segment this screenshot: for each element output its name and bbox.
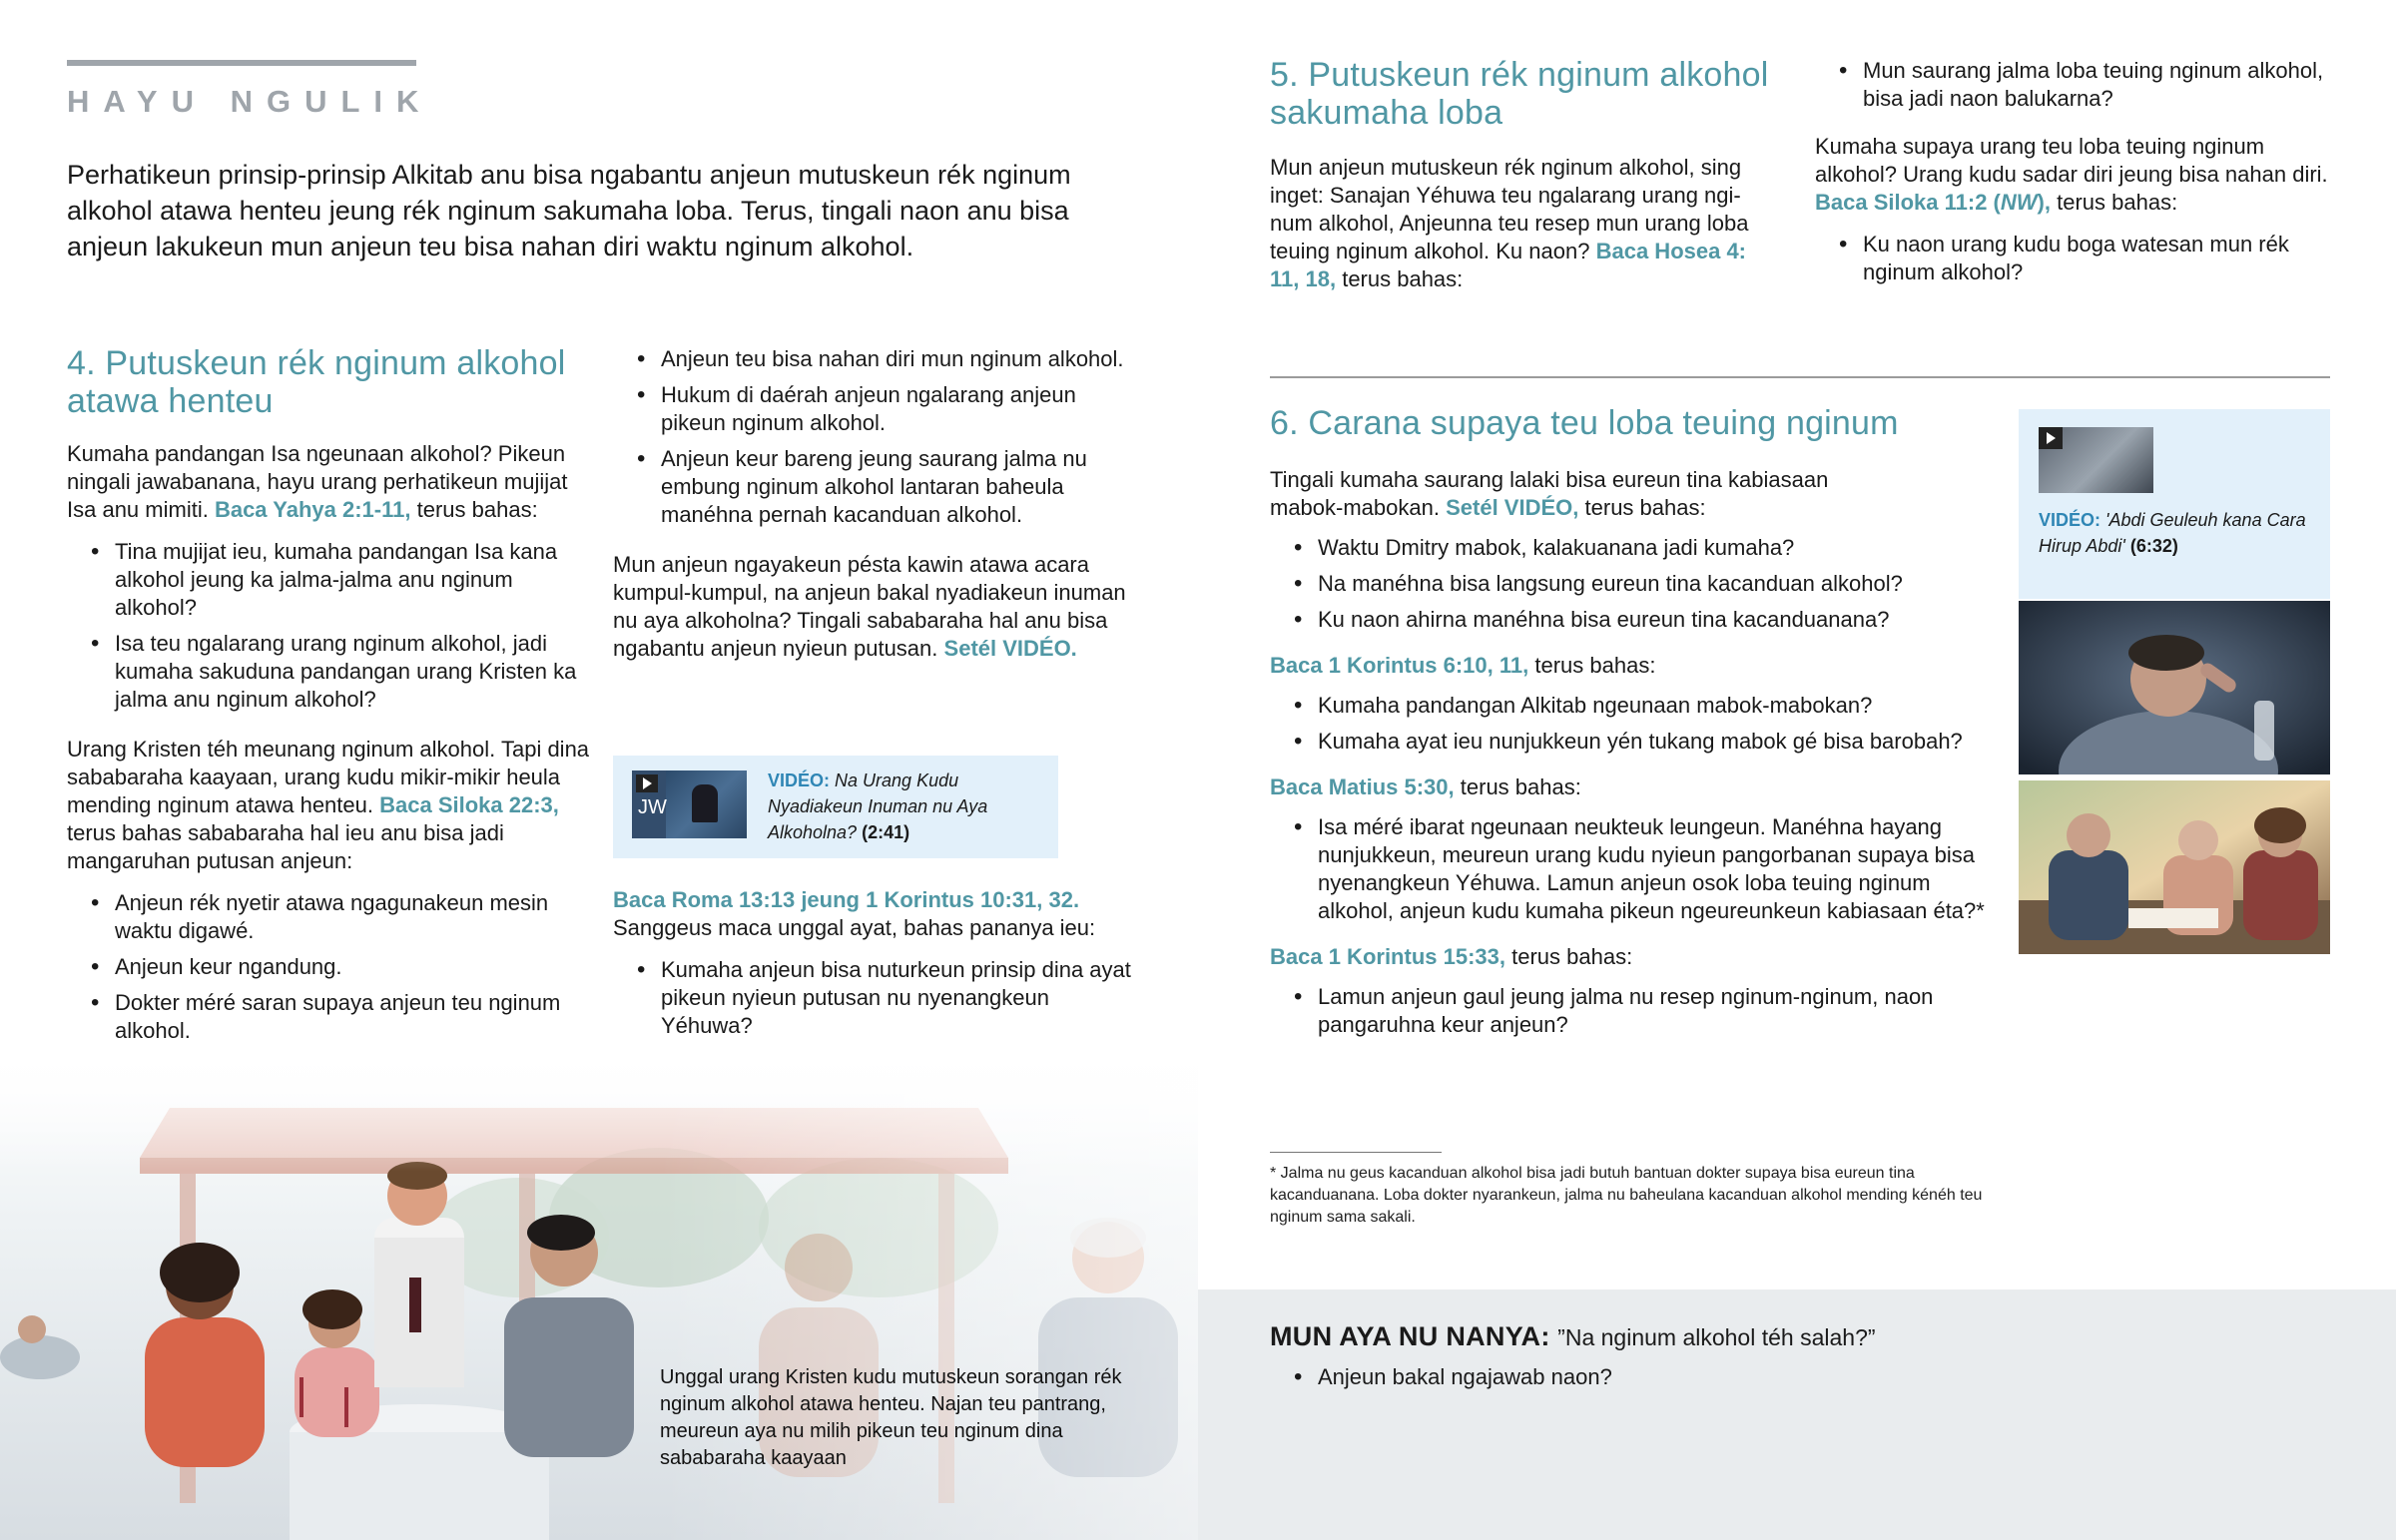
section-divider xyxy=(1270,376,2330,378)
video-duration: (6:32) xyxy=(2129,536,2178,556)
section-5-paragraph-2 xyxy=(1815,133,2334,217)
section-6-title: 6. Carana supaya teu loba teuing nginum xyxy=(1270,404,1899,442)
jw-logo: JW xyxy=(638,796,667,818)
list-item: • Dokter méré saran supaya anjeun teu nginum alkohol. xyxy=(67,989,596,1045)
section-4-considerations-cont xyxy=(613,345,1132,529)
s4-p2-tail: terus bahas sababaraha hal ieu anu bisa jadi mangaruhan putusan anjeun: xyxy=(67,820,504,873)
section-6-ref-2 xyxy=(1270,652,1989,680)
section-6-main xyxy=(1270,404,1989,1047)
s5-ref-a: Baca Siloka 11:2 ( xyxy=(1815,190,2001,215)
section-5-questions-2 xyxy=(1815,231,2334,286)
list-item: • Kumaha ayat ieu nunjukkeun yén tukang mabok gé bisa barobah? xyxy=(1270,728,1989,756)
section-6-questions-1 xyxy=(1270,534,1989,634)
scripture-link-matius[interactable]: Baca Matius 5:30, xyxy=(1270,774,1455,799)
section-4-column-left xyxy=(67,344,596,1053)
video-label xyxy=(2039,507,2318,559)
s6-p1-tail: terus bahas: xyxy=(1584,495,1706,520)
faq-question-text: ”Na nginum alkohol téh salah?” xyxy=(1557,1324,1876,1350)
kicker-bar xyxy=(67,60,416,66)
play-video-link[interactable]: Setél VIDÉO. xyxy=(943,636,1077,661)
scripture-link-siloka-11[interactable] xyxy=(1815,190,2051,215)
list-item: • Isa teu ngalarang urang nginum alkohol, jadi kumaha sakuduna pandangan urang Kristen ka jalma anu nginum alkohol? xyxy=(67,630,596,714)
section-5-questions-1 xyxy=(1815,57,2334,113)
photo-man-drinking-art xyxy=(2019,601,2330,774)
section-5-title-line2: sakumaha loba xyxy=(1270,94,1503,132)
section-5-column-right xyxy=(1815,57,2334,294)
section-6-paragraph-1 xyxy=(1270,466,1829,522)
list-item: • Hukum di daérah anjeun ngalarang anjeun pikeun nginum alkohol. xyxy=(613,381,1132,437)
s5-p2-text: Kumaha supaya urang teu loba teuing nginum alkohol? Urang kudu sadar diri jeung bisa nahan diri. xyxy=(1815,134,2328,187)
photo-family-study-art xyxy=(2019,780,2330,954)
scripture-link-roma[interactable]: Baca Roma 13:13 jeung 1 Korintus 10:31, 32. xyxy=(613,887,1080,912)
section-5-title xyxy=(1270,56,1809,132)
section-4-title xyxy=(67,344,596,420)
section-4-considerations xyxy=(67,889,596,1045)
section-4-column-right xyxy=(613,345,1132,663)
s4-p3-text: Mun anjeun ngayakeun pésta kawin atawa acara kumpul-kumpul, na anjeun bakal nyadiakeun inuman nu aya alkoholna? Tingali sababaraha hal anu bisa ngabantu anjeun nyieun putusan. xyxy=(613,552,1126,661)
list-item: • Tina mujijat ieu, kumaha pandangan Isa kana alkohol jeung ka jalma-jalma anu nginum alkohol? xyxy=(67,538,596,622)
list-item: • Ku naon urang kudu boga watesan mun rék nginum alkohol? xyxy=(1815,231,2334,286)
video-head: VIDÉO: xyxy=(768,770,831,790)
section-4-title-line2: atawa henteu xyxy=(67,382,274,420)
list-item: • Ku naon ahirna manéhna bisa eureun tina kacanduanana? xyxy=(1270,606,1989,634)
list-item: • Kumaha anjeun bisa nuturkeun prinsip dina ayat pikeun nyieun putusan nu nyenangkeun Yéhuwa? xyxy=(613,956,1132,1040)
scripture-link-1kor-6[interactable]: Baca 1 Korintus 6:10, 11, xyxy=(1270,653,1529,678)
scripture-link-1kor-15[interactable]: Baca 1 Korintus 15:33, xyxy=(1270,944,1505,969)
footnote-rule xyxy=(1270,1152,1442,1153)
section-4-paragraph-4 xyxy=(613,886,1132,942)
play-icon[interactable] xyxy=(636,774,658,792)
video-thumbnail[interactable] xyxy=(2039,427,2153,493)
intro-paragraph: Perhatikeun prinsip-prinsip Alkitab anu bisa ngabantu anjeun mutuskeun rék nginum alkohol atawa henteu jeung rék nginum sakumaha loba. Terus, tingali naon anu bisa anjeun lakukeun mun anjeun teu bisa nahan diri waktu nginum alkohol. xyxy=(67,160,1071,261)
section-4-column-right-bottom xyxy=(613,886,1132,1048)
section-6-ref-3 xyxy=(1270,773,1989,801)
section-6-questions-4 xyxy=(1270,983,1989,1039)
section-4-paragraph-1 xyxy=(67,440,596,524)
video-thumbnail[interactable] xyxy=(632,770,747,838)
photo-man-drinking xyxy=(2019,601,2330,774)
section-5-column-left xyxy=(1270,56,1809,293)
play-video-link-dmitry[interactable]: Setél VIDÉO, xyxy=(1446,495,1579,520)
video-title: 'Abdi Geuleuh kana Cara Hirup Abdi' xyxy=(2039,510,2306,556)
s4-p4-tail: Sanggeus maca unggal ayat, bahas pananya ieu: xyxy=(613,915,1096,940)
s4-p2-text: Urang Kristen téh meunang nginum alkohol. Tapi dina sababaraha kaayaan, urang kudu mikir-mikir heula mending nginum atawa henteu. xyxy=(67,737,590,817)
section-6-ref-4 xyxy=(1270,943,1989,971)
section-5-title-line1: 5. Putuskeun rék nginum alkohol xyxy=(1270,56,1769,94)
faq-panel xyxy=(1198,1289,2396,1540)
scripture-link-hosea[interactable]: Baca Hosea 4: 11, 18, xyxy=(1270,239,1747,291)
s5-ref-nw: NW xyxy=(2000,190,2038,215)
section-6-questions-2 xyxy=(1270,692,1989,756)
illustration-caption: Unggal urang Kristen kudu mutuskeun sorangan rék nginum alkohol atawa henteu. Najan teu pantrang, meureun aya nu milih pikeun teu nginum dina sababaraha kaayaan xyxy=(660,1366,1122,1469)
s6-ref2-tail: terus bahas: xyxy=(1534,653,1656,678)
section-5-paragraph-1 xyxy=(1270,154,1769,293)
video-label xyxy=(768,768,1047,845)
section-4-title-line1: 4. Putuskeun rék nginum alkohol xyxy=(67,344,566,382)
video-card-dmitry[interactable] xyxy=(2019,409,2330,599)
list-item: • Na manéhna bisa langsung eureun tina kacanduan alkohol? xyxy=(1270,570,1989,598)
list-item: • Anjeun teu bisa nahan diri mun nginum alkohol. xyxy=(613,345,1132,373)
s4-p1-text: Kumaha pandangan Isa ngeunaan alkohol? Pikeun ningali jawabanana, hayu urang perhatikeun mujijat Isa anu mimiti. xyxy=(67,441,568,522)
section-4-questions-1 xyxy=(67,538,596,714)
video-title: Na Urang Kudu Nyadiakeun Inuman nu Aya Alkoholna? xyxy=(768,770,988,842)
video-duration: (2:41) xyxy=(862,822,910,842)
presenter-figure xyxy=(692,784,718,822)
photo-family-study xyxy=(2019,780,2330,954)
s5-p2-tail: terus bahas: xyxy=(2057,190,2178,215)
list-item: • Anjeun bakal ngajawab naon? xyxy=(1270,1363,2168,1391)
faq-question xyxy=(1270,1319,2268,1354)
scripture-link-siloka-22[interactable]: Baca Siloka 22:3, xyxy=(379,792,559,817)
faq-label: MUN AYA NU NANYA: xyxy=(1270,1321,1550,1351)
list-item: • Mun saurang jalma loba teuing nginum alkohol, bisa jadi naon balukarna? xyxy=(1815,57,2334,113)
section-4-paragraph-2 xyxy=(67,736,596,875)
video-card-inuman[interactable] xyxy=(613,756,1058,858)
list-item: • Lamun anjeun gaul jeung jalma nu resep nginum-nginum, naon pangaruhna keur anjeun? xyxy=(1270,983,1989,1039)
footnote: * Jalma nu geus kacanduan alkohol bisa jadi butuh bantuan dokter supaya bisa eureun tina kacanduanana. Loba dokter nyarankeun, jalma nu baheulana kacanduan alkohol mending kénéh teu nginum sama sakali. xyxy=(1270,1165,1983,1226)
s6-ref3-tail: terus bahas: xyxy=(1460,774,1581,799)
list-item: • Isa méré ibarat ngeunaan neukteuk leungeun. Manéhna hayang nunjukkeun, meureun urang kudu nyieun pangorbanan supaya bisa nyenangkeun Yéhuwa. Lamun anjeun osok loba teuing nginum alkohol, anjeun kudu kumaha pikeun ngeureunkeun kabiasaan éta?* xyxy=(1270,813,1989,925)
list-item: • Waktu Dmitry mabok, kalakuanana jadi kumaha? xyxy=(1270,534,1989,562)
s5-p1-text: Mun anjeun mutuskeun rék nginum alkohol, sing inget: Sanajan Yéhuwa teu ngalarang urang nginum alkohol, Anjeunna teu resep mun urang loba teuing nginum alkohol. Ku naon? xyxy=(1270,155,1749,263)
faq-bullets xyxy=(1270,1363,2168,1399)
section-4-questions-2 xyxy=(613,956,1132,1040)
s6-ref4-tail: terus bahas: xyxy=(1511,944,1633,969)
section-kicker: HAYU NGULIK xyxy=(67,84,433,119)
list-item: • Anjeun keur ngandung. xyxy=(67,953,596,981)
s5-ref-b: ), xyxy=(2037,190,2051,215)
section-4-paragraph-3 xyxy=(613,551,1132,663)
scripture-link-yahya[interactable]: Baca Yahya 2:1-11, xyxy=(214,497,411,522)
list-item: • Anjeun rék nyetir atawa ngagunakeun mesin waktu digawé. xyxy=(67,889,596,945)
section-6-questions-3 xyxy=(1270,813,1989,925)
video-head: VIDÉO: xyxy=(2039,510,2101,530)
play-icon[interactable] xyxy=(2039,427,2063,449)
s6-p1-text: Tingali kumaha saurang lalaki bisa eureun tina kabiasaan mabok-mabokan. xyxy=(1270,467,1829,520)
s5-p1-tail: terus bahas: xyxy=(1342,266,1464,291)
s4-p1-tail: terus bahas: xyxy=(416,497,538,522)
list-item: • Kumaha pandangan Alkitab ngeunaan mabok-mabokan? xyxy=(1270,692,1989,720)
list-item: • Anjeun keur bareng jeung saurang jalma nu embung nginum alkohol lantaran baheula manéhna pernah kacanduan alkohol. xyxy=(613,445,1132,529)
